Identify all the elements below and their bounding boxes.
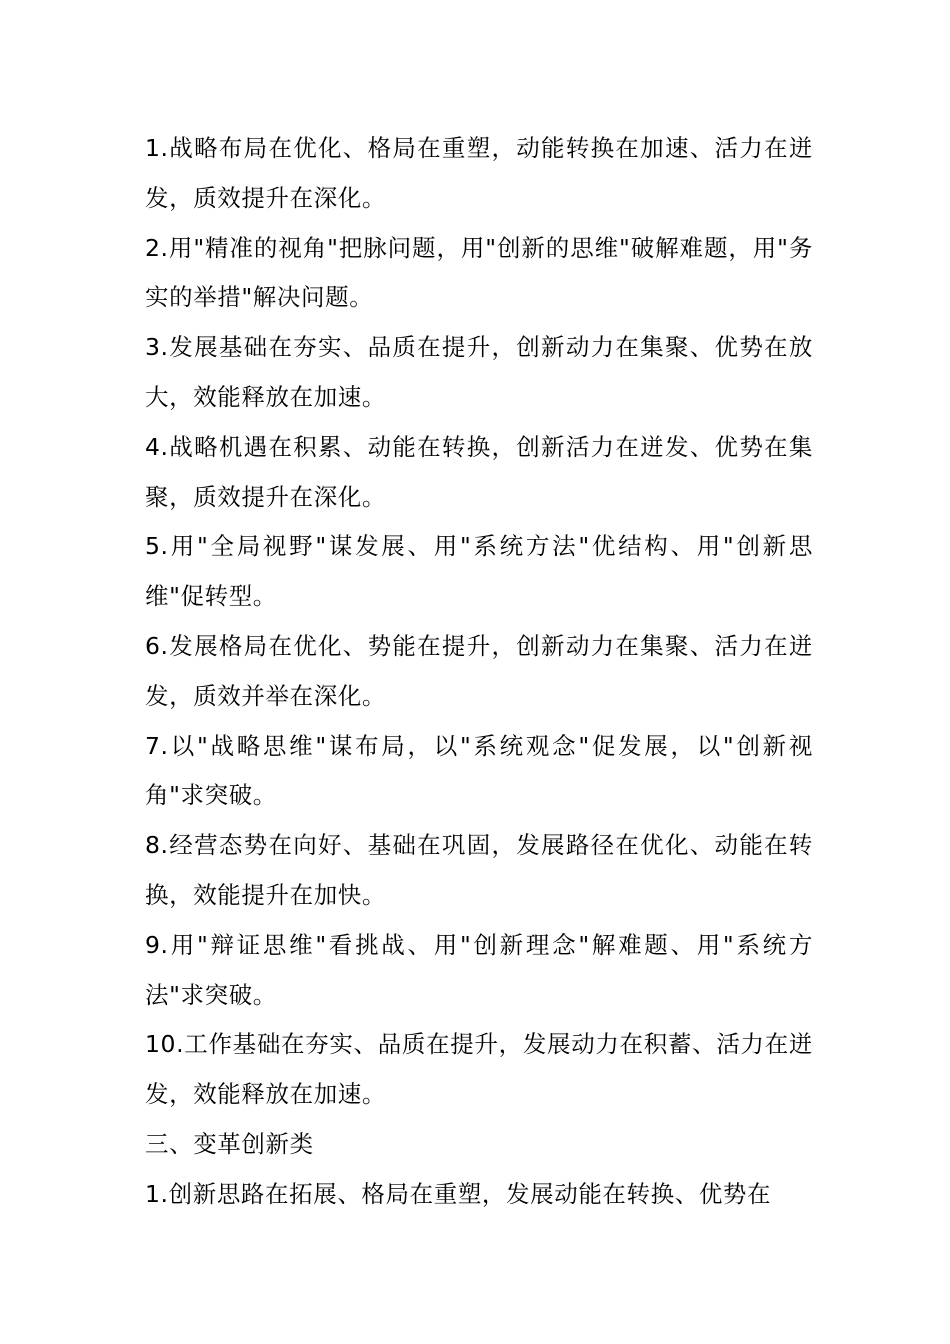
paragraph-10: 10.工作基础在夯实、品质在提升，发展动力在积蓄、活力在迸发，效能释放在加速。: [145, 1030, 813, 1109]
paragraph-6: 6.发展格局在优化、势能在提升，创新动力在集聚、活力在迸发，质效并举在深化。: [145, 631, 813, 710]
paragraph-4: 4.战略机遇在积累、动能在转换，创新活力在迸发、优势在集聚，质效提升在深化。: [145, 432, 813, 511]
paragraph-2: 2.用"精准的视角"把脉问题，用"创新的思维"破解难题，用"务实的举措"解决问题。: [145, 233, 813, 312]
document-body: [145, 124, 813, 1220]
paragraph-9: 9.用"辩证思维"看挑战、用"创新理念"解难题、用"系统方法"求突破。: [145, 930, 813, 1009]
paragraph-1: 1.战略布局在优化、格局在重塑，动能转换在加速、活力在迸发，质效提升在深化。: [145, 134, 813, 212]
paragraph-section-3-item-1: 1.创新思路在拓展、格局在重塑，发展动能在转换、优势在: [145, 1179, 772, 1208]
paragraph-3: 3.发展基础在夯实、品质在提升，创新动力在集聚、优势在放大，效能释放在加速。: [145, 333, 813, 411]
paragraph-7: 7.以"战略思维"谋布局，以"系统观念"促发展，以"创新视角"求突破。: [145, 731, 813, 810]
paragraph-5: 5.用"全局视野"谋发展、用"系统方法"优结构、用"创新思维"促转型。: [145, 532, 813, 611]
paragraph-8: 8.经营态势在向好、基础在巩固，发展路径在优化、动能在转换，效能提升在加快。: [145, 831, 813, 909]
section-heading: 三、变革创新类: [145, 1129, 314, 1158]
